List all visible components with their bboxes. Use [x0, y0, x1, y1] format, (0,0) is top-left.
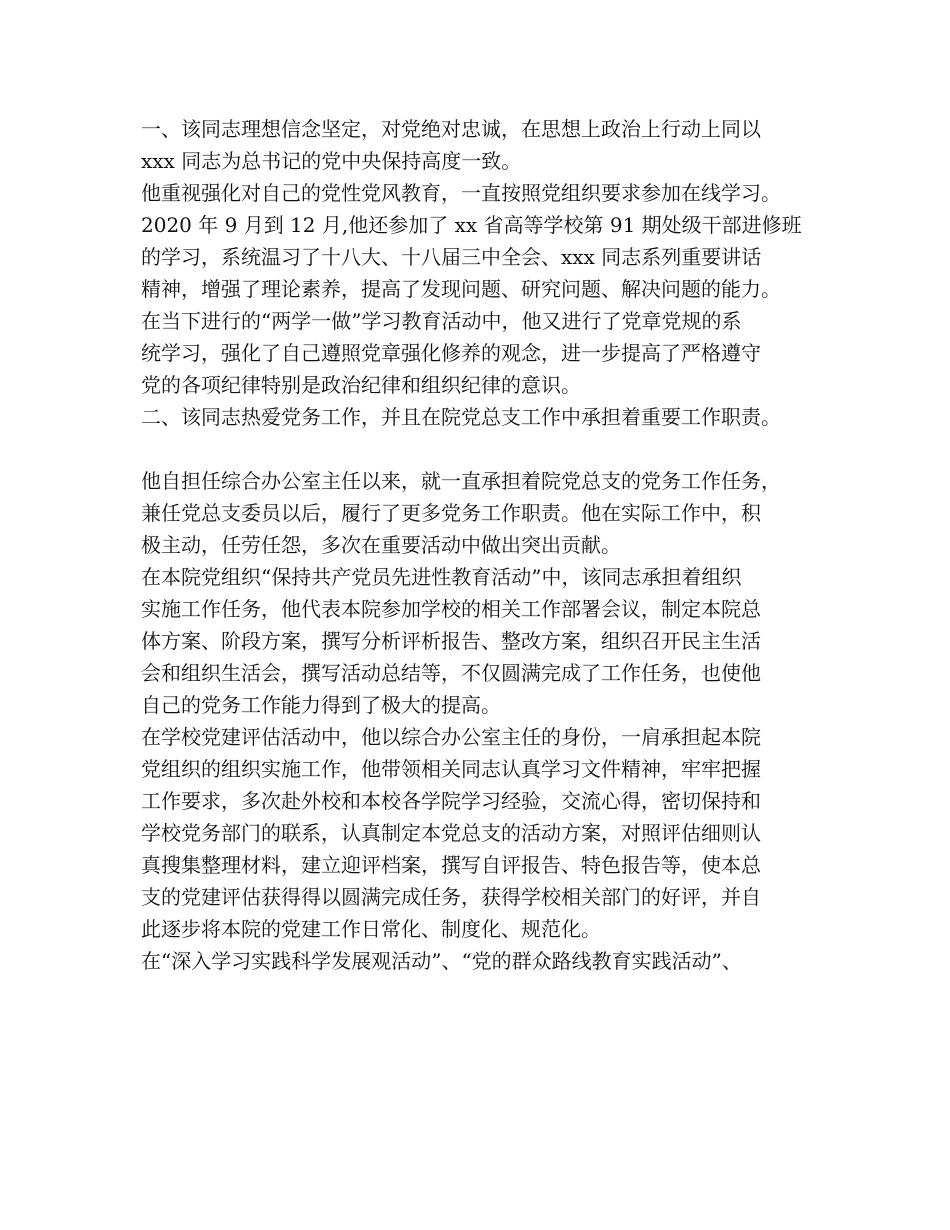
text-line: 在“深入学习实践科学发展观活动”、“党的群众路线教育实践活动”、	[141, 949, 742, 973]
text-line: 党的各项纪律特别是政治纪律和组织纪律的意识。	[141, 373, 581, 397]
text-line: 他重视强化对自己的党性党风教育，一直按照党组织要求参加在线学习。	[141, 181, 781, 205]
text-line: 2020 年 9 月到 12 月,他还参加了 xx 省高等学校第 91 期处级干部进修班	[141, 213, 802, 237]
text-line: 学校党务部门的联系，认真制定本党总支的活动方案，对照评估细则认	[141, 821, 761, 845]
text-line: 的学习，系统温习了十八大、十八届三中全会、xxx 同志系列重要讲话	[141, 245, 762, 269]
text-line: 兼任党总支委员以后，履行了更多党务工作职责。他在实际工作中，积	[141, 501, 761, 525]
text-line: 实施工作任务，他代表本院参加学校的相关工作部署会议，制定本院总	[141, 597, 761, 621]
text-line: 极主动，任劳任怨，多次在重要活动中做出突出贡献。	[141, 533, 621, 557]
text-line: 在当下进行的“两学一做”学习教育活动中，他又进行了党章党规的系	[141, 309, 742, 333]
text-line: 统学习，强化了自己遵照党章强化修养的观念，进一步提高了严格遵守	[141, 341, 761, 365]
text-line: 他自担任综合办公室主任以来，就一直承担着院党总支的党务工作任务，	[141, 469, 781, 493]
text-line: 一、该同志理想信念坚定，对党绝对忠诚，在思想上政治上行动上同以	[141, 117, 761, 141]
text-line: 在学校党建评估活动中，他以综合办公室主任的身份，一肩承担起本院	[141, 725, 761, 749]
text-line: 真搜集整理材料，建立迎评档案，撰写自评报告、特色报告等，使本总	[141, 853, 761, 877]
text-line: 党组织的组织实施工作，他带领相关同志认真学习文件精神，牢牢把握	[141, 757, 761, 781]
text-line: 精神，增强了理论素养，提高了发现问题、研究问题、解决问题的能力。	[141, 277, 781, 301]
text-line: 自己的党务工作能力得到了极大的提高。	[141, 693, 501, 717]
document-body	[141, 113, 831, 977]
section-heading: 二、该同志热爱党务工作，并且在院党总支工作中承担着重要工作职责。	[141, 405, 781, 429]
paragraph-gap	[141, 433, 831, 465]
text-line: 体方案、阶段方案，撰写分析评析报告、整改方案，组织召开民主生活	[141, 629, 761, 653]
text-line: xxx 同志为总书记的党中央保持高度一致。	[141, 149, 522, 173]
text-line: 此逐步将本院的党建工作日常化、制度化、规范化。	[141, 917, 601, 941]
text-line: 在本院党组织“保持共产党员先进性教育活动”中，该同志承担着组织	[141, 565, 742, 589]
text-line: 工作要求，多次赴外校和本校各学院学习经验，交流心得，密切保持和	[141, 789, 761, 813]
text-line: 支的党建评估获得得以圆满完成任务，获得学校相关部门的好评，并自	[141, 885, 761, 909]
text-line: 会和组织生活会，撰写活动总结等，不仅圆满完成了工作任务，也使他	[141, 661, 761, 685]
